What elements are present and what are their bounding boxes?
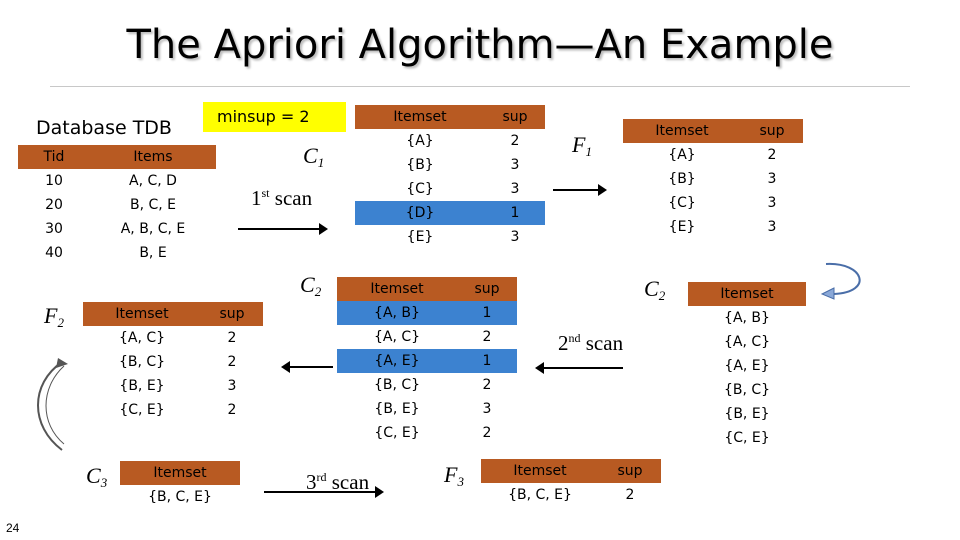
- table-cell: {A, C}: [83, 326, 201, 350]
- tdb-table: [18, 145, 216, 265]
- table-row: [18, 217, 216, 241]
- table-row: [688, 426, 806, 450]
- table-row: [688, 354, 806, 378]
- join-curve-arrow-right: [816, 256, 878, 300]
- table-cell: {B, C}: [83, 350, 201, 374]
- table-row: [623, 167, 803, 191]
- table-cell: {D}: [355, 201, 485, 225]
- table-cell: 3: [741, 215, 803, 239]
- table-cell: 2: [599, 483, 661, 507]
- table-cell: {A, E}: [337, 349, 457, 373]
- column-header: Itemset: [355, 105, 485, 129]
- table-cell: 3: [201, 374, 263, 398]
- minsup-box: minsup = 2: [203, 102, 346, 132]
- table-row: [83, 374, 263, 398]
- first-scan-label: 1st scan: [251, 186, 313, 210]
- table-cell: {C, E}: [688, 426, 806, 450]
- f2-table: [83, 302, 263, 422]
- title-divider: [50, 86, 910, 87]
- table-cell: A, B, C, E: [90, 217, 216, 241]
- table-row: [688, 330, 806, 354]
- table-cell: {A, B}: [337, 301, 457, 325]
- table-row: [18, 193, 216, 217]
- join-curve-arrow-left: [28, 356, 72, 456]
- table-cell: {A, C}: [688, 330, 806, 354]
- table-cell: 3: [485, 225, 545, 249]
- table-cell: 1: [457, 301, 517, 325]
- table-cell: {C, E}: [83, 398, 201, 422]
- table-cell: 20: [18, 193, 90, 217]
- table-row: [337, 421, 517, 445]
- table-cell: A, C, D: [90, 169, 216, 193]
- table-cell: 2: [457, 421, 517, 445]
- table-header-row: [481, 459, 661, 483]
- table-row: [337, 349, 517, 373]
- table-cell: {A, B}: [688, 306, 806, 330]
- table-cell: 3: [741, 167, 803, 191]
- table-cell: 1: [457, 349, 517, 373]
- slide-title: The Apriori Algorithm—An Example: [126, 22, 834, 68]
- f3-label: $F_3$: [444, 462, 464, 489]
- table-cell: 3: [485, 153, 545, 177]
- table-cell: {B, E}: [83, 374, 201, 398]
- table-cell: {E}: [355, 225, 485, 249]
- table-cell: {A}: [355, 129, 485, 153]
- table-row: [337, 325, 517, 349]
- f3-table: [481, 459, 661, 507]
- c3-label: $C_3$: [86, 463, 108, 490]
- table-cell: 10: [18, 169, 90, 193]
- table-row: [355, 177, 545, 201]
- column-header: Itemset: [481, 459, 599, 483]
- table-cell: {B, C}: [688, 378, 806, 402]
- f2-label: $F_2$: [44, 303, 64, 330]
- table-cell: 1: [485, 201, 545, 225]
- column-header: sup: [741, 119, 803, 143]
- table-header-row: [688, 282, 806, 306]
- table-cell: 2: [201, 398, 263, 422]
- table-row: [18, 241, 216, 265]
- column-header: Tid: [18, 145, 90, 169]
- column-header: sup: [599, 459, 661, 483]
- column-header: sup: [201, 302, 263, 326]
- table-header-row: [18, 145, 216, 169]
- table-cell: {A, C}: [337, 325, 457, 349]
- column-header: Itemset: [688, 282, 806, 306]
- table-header-row: [623, 119, 803, 143]
- table-cell: 2: [741, 143, 803, 167]
- table-header-row: [83, 302, 263, 326]
- f1-table: [623, 119, 803, 239]
- table-cell: {B, E}: [688, 402, 806, 426]
- table-row: [481, 483, 661, 507]
- table-cell: {E}: [623, 215, 741, 239]
- table-cell: {B, C}: [337, 373, 457, 397]
- c1-table: [355, 105, 545, 249]
- c1-label: $C_1$: [303, 143, 325, 170]
- f1-arrow: [553, 189, 605, 191]
- column-header: Items: [90, 145, 216, 169]
- table-cell: 2: [457, 325, 517, 349]
- table-row: [623, 215, 803, 239]
- table-header-row: [355, 105, 545, 129]
- column-header: Itemset: [83, 302, 201, 326]
- table-row: [355, 129, 545, 153]
- third-scan-label: 3rd scan: [306, 470, 370, 494]
- table-cell: {A, E}: [688, 354, 806, 378]
- table-cell: {B, C, E}: [481, 483, 599, 507]
- table-row: [18, 169, 216, 193]
- table-cell: 3: [485, 177, 545, 201]
- table-row: [337, 397, 517, 421]
- c2-label-left: $C_2$: [300, 272, 322, 299]
- table-cell: {C}: [355, 177, 485, 201]
- table-cell: {B, C, E}: [120, 485, 240, 509]
- c2-candidate-table: [688, 282, 806, 450]
- c2-support-table: [337, 277, 517, 445]
- table-row: [623, 143, 803, 167]
- table-cell: {B}: [623, 167, 741, 191]
- table-row: [688, 378, 806, 402]
- f1-label: $F_1$: [572, 132, 592, 159]
- table-cell: {C, E}: [337, 421, 457, 445]
- second-scan-label: 2nd scan: [558, 331, 624, 355]
- table-cell: B, C, E: [90, 193, 216, 217]
- page-number: 24: [6, 521, 20, 535]
- table-row: [120, 485, 240, 509]
- column-header: sup: [485, 105, 545, 129]
- column-header: sup: [457, 277, 517, 301]
- table-cell: {C}: [623, 191, 741, 215]
- table-row: [688, 306, 806, 330]
- table-cell: {A}: [623, 143, 741, 167]
- database-label: Database TDB: [36, 117, 172, 139]
- table-cell: B, E: [90, 241, 216, 265]
- table-cell: 30: [18, 217, 90, 241]
- table-row: [623, 191, 803, 215]
- c2-label-right: $C_2$: [644, 276, 666, 303]
- first-scan-arrow: [238, 228, 326, 230]
- table-cell: 2: [485, 129, 545, 153]
- second-scan-arrow: [537, 367, 623, 369]
- table-row: [337, 301, 517, 325]
- c3-table: [120, 461, 240, 509]
- table-row: [337, 373, 517, 397]
- table-cell: {B}: [355, 153, 485, 177]
- f2-arrow: [283, 366, 333, 368]
- column-header: Itemset: [120, 461, 240, 485]
- table-cell: 3: [457, 397, 517, 421]
- table-cell: 3: [741, 191, 803, 215]
- column-header: Itemset: [337, 277, 457, 301]
- table-row: [355, 225, 545, 249]
- table-row: [83, 398, 263, 422]
- table-cell: 2: [201, 326, 263, 350]
- table-header-row: [337, 277, 517, 301]
- table-cell: {B, E}: [337, 397, 457, 421]
- table-cell: 40: [18, 241, 90, 265]
- table-cell: 2: [201, 350, 263, 374]
- table-row: [688, 402, 806, 426]
- table-row: [355, 201, 545, 225]
- table-header-row: [120, 461, 240, 485]
- table-row: [355, 153, 545, 177]
- table-row: [83, 326, 263, 350]
- table-row: [83, 350, 263, 374]
- table-cell: 2: [457, 373, 517, 397]
- column-header: Itemset: [623, 119, 741, 143]
